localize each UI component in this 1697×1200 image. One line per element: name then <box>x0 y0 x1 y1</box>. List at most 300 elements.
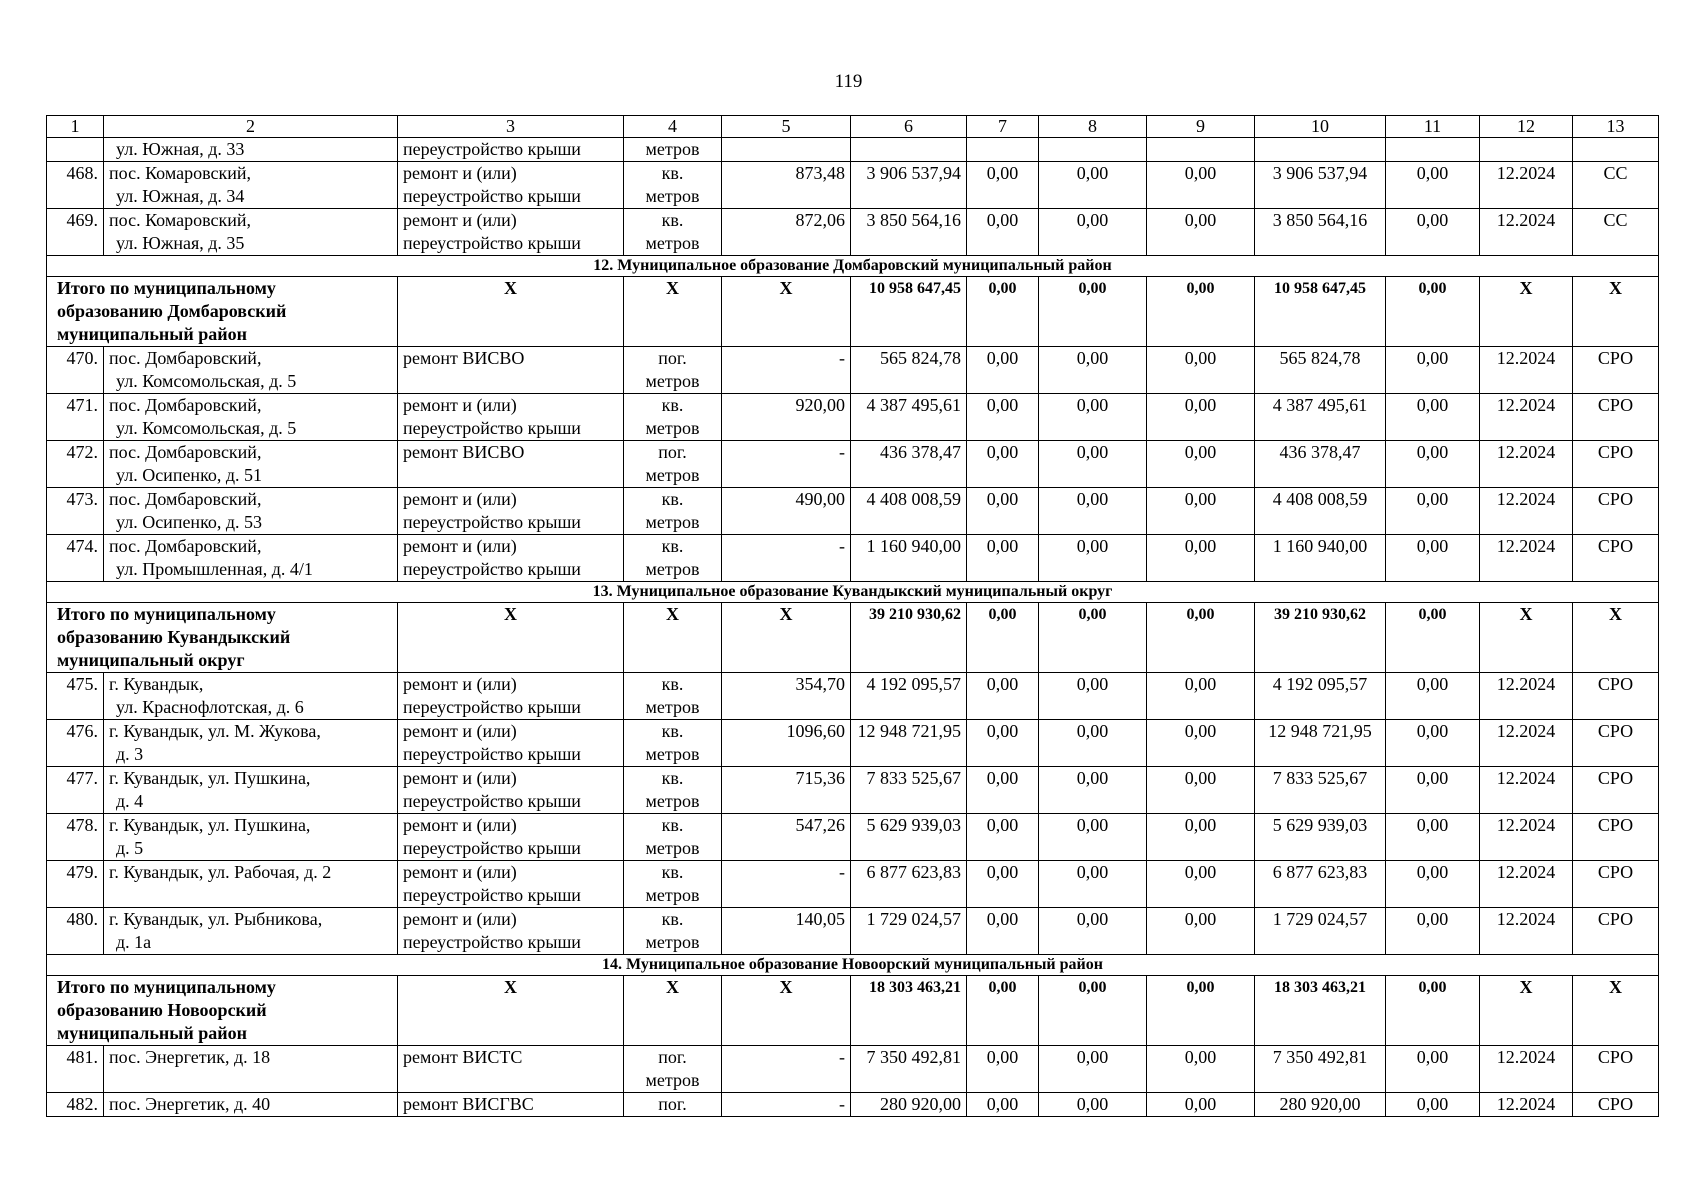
area <box>722 394 851 441</box>
unit <box>624 209 722 256</box>
col10-value-text: 3 906 537,94 <box>1272 163 1368 183</box>
completion-date <box>1480 394 1573 441</box>
address-line-2: ул. Осипенко, д. 51 <box>116 465 263 485</box>
work-type <box>398 394 624 441</box>
completion-date <box>1480 209 1573 256</box>
contractor-type-text: СС <box>1603 210 1628 230</box>
table-row <box>47 138 1659 162</box>
col9-value <box>1147 347 1255 394</box>
unit <box>624 1046 722 1093</box>
total-cost-text: 4 192 095,57 <box>866 674 961 694</box>
subtotal-x-col12 <box>1480 603 1573 673</box>
total-cost-text: 280 920,00 <box>880 1094 961 1114</box>
col9-value <box>1147 488 1255 535</box>
col11-value-text: 0,00 <box>1416 442 1449 462</box>
subtotal-col7-text: 0,00 <box>988 280 1017 297</box>
completion-date-text: 12.2024 <box>1496 348 1556 368</box>
area <box>722 209 851 256</box>
column-header-8 <box>1039 116 1147 138</box>
subtotal-x-col12-text: Х <box>1519 977 1533 997</box>
work-type <box>398 488 624 535</box>
col11-value <box>1386 162 1480 209</box>
work-type-line-1: ремонт и (или) <box>403 815 517 835</box>
address <box>104 441 398 488</box>
row-number-text: 472. <box>66 442 98 462</box>
row-number <box>47 162 104 209</box>
row-number-text: 471. <box>66 395 98 415</box>
col11-value-text: 0,00 <box>1416 210 1449 230</box>
subtotal-x-col5-text: Х <box>779 278 793 298</box>
col7-value <box>967 767 1039 814</box>
area-text: 873,48 <box>795 163 845 183</box>
unit-line-2: метров <box>645 371 700 391</box>
work-type <box>398 1046 624 1093</box>
area-text: - <box>839 1047 845 1067</box>
unit-line-1: кв. <box>661 815 684 835</box>
area-text: 920,00 <box>795 395 845 415</box>
col10-value <box>1255 908 1386 955</box>
col8-value-text: 0,00 <box>1076 348 1109 368</box>
col7-value-text: 0,00 <box>986 163 1019 183</box>
total-cost-text: 4 408 008,59 <box>866 489 961 509</box>
row-number <box>47 1093 104 1117</box>
column-header-6-text: 6 <box>904 116 913 136</box>
col9-value-text: 0,00 <box>1184 1094 1217 1114</box>
row-number <box>47 488 104 535</box>
area-text: - <box>839 348 845 368</box>
work-type <box>398 209 624 256</box>
col11-value <box>1386 814 1480 861</box>
completion-date-text: 12.2024 <box>1496 163 1556 183</box>
col10-value <box>1255 1046 1386 1093</box>
subtotal-col8-text: 0,00 <box>1078 606 1107 623</box>
completion-date <box>1480 1046 1573 1093</box>
subtotal-label-text: Итого по муниципальному <box>57 977 276 997</box>
completion-date <box>1480 908 1573 955</box>
contractor-type <box>1573 441 1659 488</box>
subtotal-x-col3 <box>398 603 624 673</box>
column-header-2-text: 2 <box>246 116 255 136</box>
col7-value-text: 0,00 <box>986 674 1019 694</box>
area-text: - <box>839 862 845 882</box>
completion-date-text: 12.2024 <box>1496 489 1556 509</box>
completion-date-text: 12.2024 <box>1496 862 1556 882</box>
col7-value-text: 0,00 <box>986 395 1019 415</box>
area-text: 547,26 <box>795 815 845 835</box>
table-row <box>47 394 1659 441</box>
col7-value <box>967 1093 1039 1117</box>
subtotal-label-text: муниципальный район <box>57 324 247 344</box>
unit-line-1: пог. <box>658 1047 687 1067</box>
col9-value-text: 0,00 <box>1184 1047 1217 1067</box>
col9-value <box>1147 209 1255 256</box>
area <box>722 861 851 908</box>
address-line-1: пос. Комаровский, <box>109 210 251 230</box>
unit-line-2: метров <box>645 885 700 905</box>
unit-line-1: кв. <box>661 210 684 230</box>
col9-value <box>1147 1046 1255 1093</box>
work-type-line-1: ремонт и (или) <box>403 674 517 694</box>
col11-value-text: 0,00 <box>1416 768 1449 788</box>
col10-value <box>1255 1093 1386 1117</box>
address-line-1: ул. Южная, д. 33 <box>116 139 245 159</box>
contractor-type-text: СРО <box>1597 1047 1634 1067</box>
total-cost <box>851 162 967 209</box>
address-line-1: пос. Энергетик, д. 40 <box>109 1094 271 1114</box>
col7-value-text: 0,00 <box>986 862 1019 882</box>
col10-value-text: 4 408 008,59 <box>1272 489 1368 509</box>
capital-repair-table <box>46 115 1659 1117</box>
contractor-type-text: СРО <box>1597 674 1634 694</box>
column-header-13 <box>1573 116 1659 138</box>
subtotal-total-cost <box>851 277 967 347</box>
column-number-header <box>47 116 1659 138</box>
unit-line-1: кв. <box>661 909 684 929</box>
row-number <box>47 861 104 908</box>
unit-line-2: метров <box>645 1070 700 1090</box>
address <box>104 1046 398 1093</box>
col10-value-text: 7 833 525,67 <box>1272 768 1368 788</box>
col9-value-text: 0,00 <box>1184 862 1217 882</box>
area-text: - <box>839 442 845 462</box>
address-line-1: г. Кувандык, ул. М. Жукова, <box>109 721 321 741</box>
address-line-1: пос. Домбаровский, <box>109 395 262 415</box>
total-cost <box>851 814 967 861</box>
address-line-1: г. Кувандык, <box>109 674 204 694</box>
subtotal-col11-text: 0,00 <box>1418 606 1447 623</box>
address-line-1: г. Кувандык, ул. Пушкина, <box>109 815 311 835</box>
col10-value <box>1255 441 1386 488</box>
address-line-2: д. 4 <box>116 791 144 811</box>
subtotal-col8 <box>1039 976 1147 1046</box>
col8-value-text: 0,00 <box>1076 815 1109 835</box>
col8-value-text: 0,00 <box>1076 536 1109 556</box>
subtotal-x-col5-text: Х <box>779 604 793 624</box>
unit-line-1: пог. <box>658 442 687 462</box>
completion-date <box>1480 720 1573 767</box>
work-type-line-2: переустройство крыши <box>403 512 581 532</box>
contractor-type-text: СРО <box>1597 1094 1634 1114</box>
address <box>104 1093 398 1117</box>
subtotal-label <box>47 603 398 673</box>
col7-value-text: 0,00 <box>986 815 1019 835</box>
unit-line-1: кв. <box>661 862 684 882</box>
table-row <box>47 347 1659 394</box>
col10-value <box>1255 767 1386 814</box>
column-header-5 <box>722 116 851 138</box>
total-cost-text: 436 378,47 <box>880 442 961 462</box>
col10-value <box>1255 814 1386 861</box>
column-header-12 <box>1480 116 1573 138</box>
area <box>722 162 851 209</box>
subtotal-label-text: образованию Кувандыкский <box>57 627 291 647</box>
col7-value <box>967 673 1039 720</box>
column-header-4-text: 4 <box>668 116 677 136</box>
unit <box>624 138 722 162</box>
table-row <box>47 720 1659 767</box>
completion-date <box>1480 138 1573 162</box>
subtotal-col7 <box>967 976 1039 1046</box>
col8-value-text: 0,00 <box>1076 442 1109 462</box>
total-cost-text: 4 387 495,61 <box>866 395 961 415</box>
col10-value-text: 12 948 721,95 <box>1268 721 1372 741</box>
table-row <box>47 1046 1659 1093</box>
unit <box>624 673 722 720</box>
unit-line-2: метров <box>645 932 700 952</box>
completion-date-text: 12.2024 <box>1496 721 1556 741</box>
col11-value <box>1386 767 1480 814</box>
col11-value <box>1386 720 1480 767</box>
completion-date <box>1480 767 1573 814</box>
subtotal-x-col3-text: Х <box>504 278 517 298</box>
completion-date <box>1480 441 1573 488</box>
contractor-type <box>1573 162 1659 209</box>
contractor-type-text: СРО <box>1597 909 1634 929</box>
col7-value-text: 0,00 <box>986 1094 1019 1114</box>
col10-value-text: 5 629 939,03 <box>1272 815 1368 835</box>
col9-value <box>1147 441 1255 488</box>
column-header-10 <box>1255 116 1386 138</box>
subtotal-col10 <box>1255 976 1386 1046</box>
subtotal-x-col5 <box>722 277 851 347</box>
subtotal-label-text: Итого по муниципальному <box>57 604 276 624</box>
work-type-line-2: переустройство крыши <box>403 233 581 253</box>
col9-value-text: 0,00 <box>1184 674 1217 694</box>
subtotal-col9 <box>1147 603 1255 673</box>
subtotal-label-text: Итого по муниципальному <box>57 278 276 298</box>
col11-value-text: 0,00 <box>1416 674 1449 694</box>
unit <box>624 814 722 861</box>
row-number <box>47 209 104 256</box>
col11-value <box>1386 488 1480 535</box>
completion-date-text: 12.2024 <box>1496 909 1556 929</box>
col10-value-text: 1 729 024,57 <box>1272 909 1368 929</box>
subtotal-total-cost-text: 10 958 647,45 <box>869 280 961 297</box>
col10-value-text: 436 378,47 <box>1279 442 1361 462</box>
work-type-line-1: ремонт и (или) <box>403 489 517 509</box>
area <box>722 347 851 394</box>
total-cost <box>851 720 967 767</box>
col7-value <box>967 1046 1039 1093</box>
col10-value-text: 4 387 495,61 <box>1272 395 1368 415</box>
total-cost <box>851 209 967 256</box>
col8-value-text: 0,00 <box>1076 210 1109 230</box>
contractor-type-text: СС <box>1603 163 1628 183</box>
unit-line-2: метров <box>645 697 700 717</box>
contractor-type <box>1573 673 1659 720</box>
col10-value-text: 3 850 564,16 <box>1272 210 1368 230</box>
col8-value <box>1039 673 1147 720</box>
unit <box>624 488 722 535</box>
column-header-11-text: 11 <box>1423 116 1442 136</box>
col10-value-text: 6 877 623,83 <box>1272 862 1368 882</box>
table-row <box>47 488 1659 535</box>
col10-value <box>1255 673 1386 720</box>
area-text: 354,70 <box>795 674 845 694</box>
subtotal-x-col12-text: Х <box>1519 278 1533 298</box>
work-type <box>398 347 624 394</box>
total-cost-text: 3 850 564,16 <box>866 210 961 230</box>
work-type <box>398 767 624 814</box>
contractor-type <box>1573 720 1659 767</box>
subtotal-col10-text: 18 303 463,21 <box>1274 979 1366 996</box>
subtotal-col10 <box>1255 277 1386 347</box>
address-line-1: пос. Домбаровский, <box>109 536 262 556</box>
work-type-line-2: переустройство крыши <box>403 418 581 438</box>
section-header-row <box>47 955 1659 976</box>
row-number <box>47 394 104 441</box>
total-cost <box>851 908 967 955</box>
work-type-line-1: ремонт и (или) <box>403 862 517 882</box>
subtotal-col11-text: 0,00 <box>1418 979 1447 996</box>
address <box>104 488 398 535</box>
col10-value-text: 565 824,78 <box>1279 348 1361 368</box>
table-row <box>47 441 1659 488</box>
address-line-1: г. Кувандык, ул. Рыбникова, <box>109 909 323 929</box>
total-cost-text: 7 833 525,67 <box>866 768 961 788</box>
col7-value <box>967 861 1039 908</box>
section-title-text: 14. Муниципальное образование Новоорский муниципальный район <box>602 956 1103 973</box>
col8-value-text: 0,00 <box>1076 1047 1109 1067</box>
unit-line-1: кв. <box>661 163 684 183</box>
unit <box>624 394 722 441</box>
row-number-text: 476. <box>66 721 98 741</box>
col7-value-text: 0,00 <box>986 721 1019 741</box>
work-type-line-2: переустройство крыши <box>403 186 581 206</box>
column-header-12-text: 12 <box>1517 116 1535 136</box>
row-number <box>47 1046 104 1093</box>
subtotal-col11 <box>1386 277 1480 347</box>
subtotal-col11 <box>1386 603 1480 673</box>
col10-value <box>1255 209 1386 256</box>
table-row <box>47 535 1659 582</box>
unit-line-2: метров <box>645 186 700 206</box>
col7-value <box>967 441 1039 488</box>
address-line-1: пос. Домбаровский, <box>109 442 262 462</box>
subtotal-x-col12-text: Х <box>1519 604 1533 624</box>
subtotal-x-col3 <box>398 976 624 1046</box>
col7-value <box>967 209 1039 256</box>
work-type-line-1: ремонт и (или) <box>403 536 517 556</box>
total-cost <box>851 441 967 488</box>
unit <box>624 441 722 488</box>
contractor-type <box>1573 767 1659 814</box>
column-header-1 <box>47 116 104 138</box>
work-type-line-2: переустройство крыши <box>403 932 581 952</box>
col9-value-text: 0,00 <box>1184 909 1217 929</box>
address-line-1: пос. Комаровский, <box>109 163 251 183</box>
col7-value <box>967 138 1039 162</box>
col8-value-text: 0,00 <box>1076 1094 1109 1114</box>
subtotal-label-text: муниципальный округ <box>57 650 245 670</box>
total-cost <box>851 767 967 814</box>
unit-line-2: метров <box>645 559 700 579</box>
subtotal-x-col3 <box>398 277 624 347</box>
col7-value-text: 0,00 <box>986 348 1019 368</box>
row-number <box>47 673 104 720</box>
address <box>104 535 398 582</box>
address <box>104 394 398 441</box>
completion-date-text: 12.2024 <box>1496 815 1556 835</box>
col8-value <box>1039 394 1147 441</box>
area <box>722 138 851 162</box>
subtotal-x-col13 <box>1573 603 1659 673</box>
address <box>104 162 398 209</box>
col10-value <box>1255 861 1386 908</box>
subtotal-col8 <box>1039 277 1147 347</box>
area-text: 715,36 <box>795 768 845 788</box>
row-number-text: 479. <box>66 862 98 882</box>
column-header-7 <box>967 116 1039 138</box>
col9-value-text: 0,00 <box>1184 442 1217 462</box>
column-header-13-text: 13 <box>1606 116 1625 136</box>
col9-value <box>1147 162 1255 209</box>
completion-date <box>1480 861 1573 908</box>
area <box>722 1046 851 1093</box>
completion-date <box>1480 1093 1573 1117</box>
contractor-type-text: СРО <box>1597 348 1634 368</box>
col10-value <box>1255 720 1386 767</box>
work-type <box>398 162 624 209</box>
work-type-line-1: ремонт и (или) <box>403 210 517 230</box>
row-number-text: 480. <box>66 909 98 929</box>
work-type-line-1: ремонт и (или) <box>403 909 517 929</box>
completion-date-text: 12.2024 <box>1496 768 1556 788</box>
subtotal-col9-text: 0,00 <box>1186 979 1215 996</box>
area <box>722 908 851 955</box>
col11-value-text: 0,00 <box>1416 1047 1449 1067</box>
subtotal-label-text: муниципальный район <box>57 1023 247 1043</box>
col11-value-text: 0,00 <box>1416 1094 1449 1114</box>
contractor-type-text: СРО <box>1597 489 1634 509</box>
col8-value <box>1039 441 1147 488</box>
work-type <box>398 441 624 488</box>
unit-line-1: метров <box>645 139 700 159</box>
subtotal-total-cost <box>851 976 967 1046</box>
col11-value-text: 0,00 <box>1416 536 1449 556</box>
col8-value <box>1039 535 1147 582</box>
address <box>104 720 398 767</box>
col9-value <box>1147 861 1255 908</box>
col9-value <box>1147 535 1255 582</box>
col9-value-text: 0,00 <box>1184 210 1217 230</box>
unit-line-2: метров <box>645 791 700 811</box>
col9-value <box>1147 814 1255 861</box>
address <box>104 767 398 814</box>
col10-value-text: 4 192 095,57 <box>1272 674 1368 694</box>
completion-date <box>1480 162 1573 209</box>
work-type <box>398 861 624 908</box>
col7-value <box>967 814 1039 861</box>
subtotal-x-col4 <box>624 277 722 347</box>
subtotal-col7 <box>967 603 1039 673</box>
address <box>104 138 398 162</box>
unit <box>624 861 722 908</box>
address-line-2: ул. Южная, д. 34 <box>116 186 245 206</box>
table-row <box>47 861 1659 908</box>
subtotal-total-cost-text: 18 303 463,21 <box>869 979 961 996</box>
completion-date-text: 12.2024 <box>1496 1094 1556 1114</box>
subtotal-label-text: образованию Домбаровский <box>57 301 287 321</box>
col7-value <box>967 488 1039 535</box>
column-header-10-text: 10 <box>1311 116 1329 136</box>
row-number <box>47 908 104 955</box>
contractor-type-text: СРО <box>1597 442 1634 462</box>
unit-line-2: метров <box>645 233 700 253</box>
completion-date-text: 12.2024 <box>1496 674 1556 694</box>
col8-value <box>1039 861 1147 908</box>
subtotal-x-col12 <box>1480 976 1573 1046</box>
